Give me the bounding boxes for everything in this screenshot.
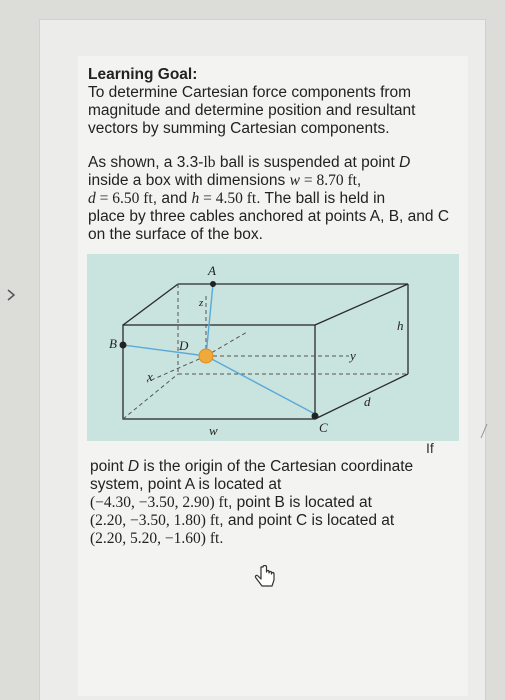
coords-line-4 xyxy=(90,512,470,530)
label-h: h xyxy=(397,318,404,333)
hand-pointer-icon xyxy=(253,565,277,591)
figure-labels xyxy=(109,263,404,438)
coords-text: , point B is located at xyxy=(228,494,372,511)
coords-text: point xyxy=(90,458,128,475)
coords-line-5 xyxy=(90,530,470,548)
problem-line-4: place by three cables anchored at points A, B, and C xyxy=(88,208,450,225)
learning-goal-line: To determine Cartesian force components from xyxy=(88,84,412,101)
problem-text: inside a box with dimensions xyxy=(88,172,290,189)
problem-text: ball is suspended at point xyxy=(215,154,400,171)
ball-d xyxy=(199,349,213,363)
label-x: x xyxy=(147,369,153,384)
x-axis xyxy=(147,356,206,382)
box-diagram xyxy=(87,254,459,441)
problem-text: . The ball is held in xyxy=(256,190,386,207)
learning-goal-line: magnitude and determine position and resultant xyxy=(88,102,416,119)
box-edge xyxy=(123,284,178,325)
problem-text: , xyxy=(356,172,362,189)
label-a: A xyxy=(208,263,216,278)
point-c xyxy=(312,413,319,420)
coords-line-2: system, point A is located at xyxy=(90,476,282,493)
value-w: = 8.70 ft xyxy=(299,172,357,189)
coords-text: , and point C is located at xyxy=(219,512,395,529)
label-b: B xyxy=(109,336,117,351)
label-c: C xyxy=(319,420,328,435)
problem-line-2 xyxy=(88,172,463,190)
learning-goal xyxy=(88,66,458,138)
value-d: = 6.50 ft xyxy=(95,190,153,207)
cable-dc xyxy=(206,356,315,414)
problem-line-1 xyxy=(88,154,463,172)
box-edge xyxy=(315,374,408,419)
label-d: D xyxy=(179,338,189,353)
label-d-dim: d xyxy=(364,394,371,409)
box-figure xyxy=(87,254,459,441)
cable-db xyxy=(123,345,206,356)
chevron-right-icon[interactable] xyxy=(6,288,16,302)
problem-text: As shown, a 3.3- xyxy=(88,154,204,171)
point-a xyxy=(210,281,216,287)
point-d-label: D xyxy=(399,154,411,171)
point-b xyxy=(120,342,127,349)
coords-line-3 xyxy=(90,494,470,512)
problem-text: , and xyxy=(152,190,192,207)
point-c-coords: (2.20, 5.20, −1.60) ft xyxy=(90,530,220,547)
label-w: w xyxy=(209,423,218,438)
learning-goal-title: Learning Goal: xyxy=(88,66,198,83)
value-h: = 4.50 ft xyxy=(199,190,257,207)
learning-goal-line: vectors by summing Cartesian components. xyxy=(88,120,390,137)
box-edge xyxy=(315,284,408,325)
var-w: w xyxy=(289,172,300,189)
point-a-coords: (−4.30, −3.50, 2.90) ft xyxy=(90,494,229,511)
if-text: If xyxy=(426,440,434,456)
problem-line-3 xyxy=(88,190,463,208)
cable-da xyxy=(206,284,213,356)
coords-line-1 xyxy=(90,458,470,476)
coordinates-statement xyxy=(90,458,470,548)
coords-text: is the origin of the Cartesian coordinate xyxy=(139,458,414,475)
var-d: d xyxy=(88,190,96,207)
problem-line-5: on the surface of the box. xyxy=(88,226,263,243)
point-b-coords: (2.20, −3.50, 1.80) ft xyxy=(90,512,220,529)
coords-text: . xyxy=(219,530,224,547)
var-h: h xyxy=(191,190,200,207)
label-z: z xyxy=(199,297,204,309)
label-y: y xyxy=(350,348,356,363)
problem-statement xyxy=(88,154,463,244)
edit-mark-icon xyxy=(478,420,490,440)
unit-lb: lb xyxy=(203,154,216,171)
point-d-label: D xyxy=(127,458,140,475)
